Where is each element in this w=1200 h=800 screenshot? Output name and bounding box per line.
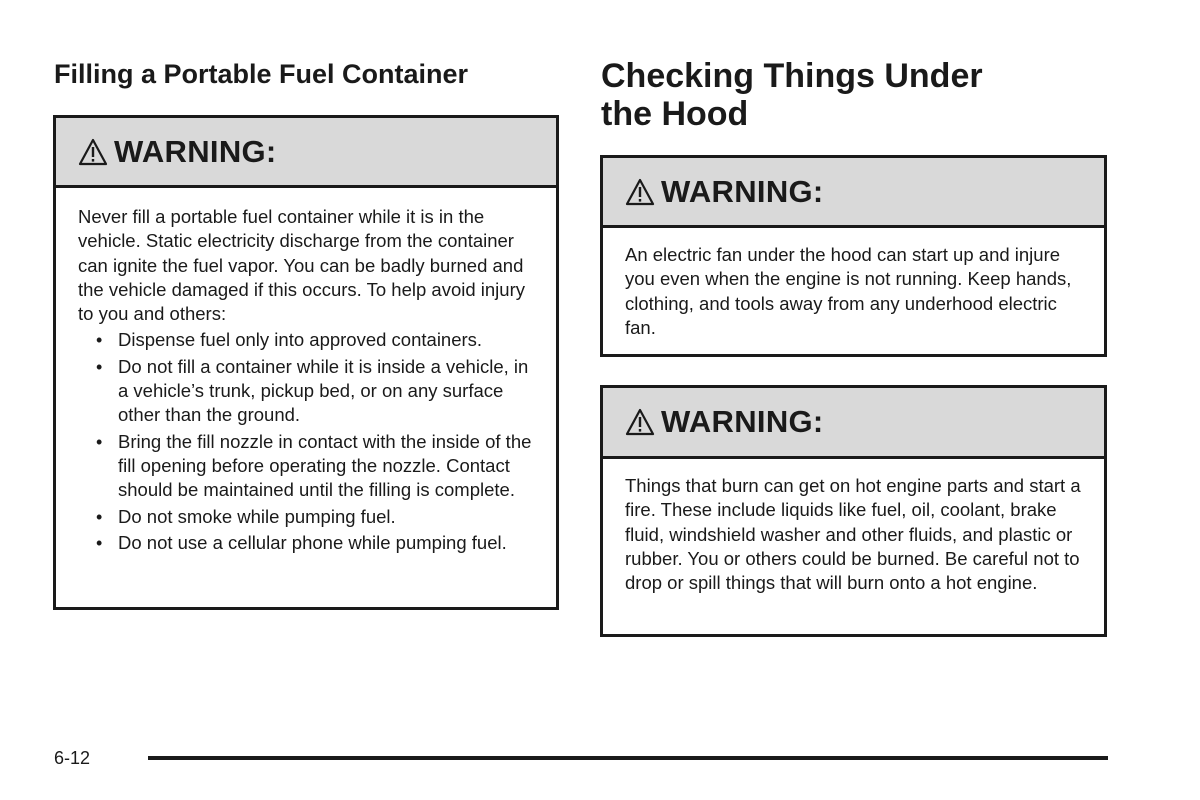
bullet-item: • Do not use a cellular phone while pumping fuel. bbox=[78, 531, 534, 555]
warning-text: An electric fan under the hood can start up and injure you even when the engine is not running. Keep hands, clothing, and tools away from any underhood electric fan. bbox=[625, 244, 1072, 338]
bullet-item: • Bring the fill nozzle in contact with the inside of the fill opening before operating the nozzle. Contact should be maintained until the filling is complete. bbox=[78, 430, 534, 503]
warning-bullet-list bbox=[78, 328, 534, 555]
warning-label: WARNING: bbox=[661, 404, 824, 439]
warning-header bbox=[56, 118, 556, 188]
warning-triangle-icon bbox=[625, 408, 655, 436]
bullet-item: • Do not smoke while pumping fuel. bbox=[78, 505, 534, 529]
section-heading-under-hood bbox=[601, 57, 1101, 133]
warning-triangle-icon bbox=[625, 178, 655, 206]
warning-box-hot-engine bbox=[600, 385, 1107, 637]
warning-label: WARNING: bbox=[661, 173, 824, 209]
bullet-item: • Dispense fuel only into approved containers. bbox=[78, 328, 534, 352]
warning-triangle-icon bbox=[78, 138, 108, 166]
warning-box-fuel-container bbox=[53, 115, 559, 610]
bullet-item: • Do not fill a container while it is inside a vehicle, in a vehicle’s trunk, pickup bed, or on any surface other than the ground. bbox=[78, 355, 534, 428]
warning-box-electric-fan bbox=[600, 155, 1107, 357]
heading-line-1: Checking Things Under bbox=[601, 57, 983, 95]
section-heading-portable-fuel: Filling a Portable Fuel Container bbox=[54, 59, 469, 89]
warning-body bbox=[603, 459, 1104, 595]
warning-label: WARNING: bbox=[114, 133, 277, 169]
warning-text: Things that burn can get on hot engine parts and start a fire. These include liquids like fuel, oil, coolant, brake fluid, windshield washer and other fluids, and plastic or rubber. You or others could be burned. Be careful not to drop or spill things that will burn onto a hot engine. bbox=[625, 475, 1081, 594]
heading-line-2: the Hood bbox=[601, 95, 749, 133]
warning-body bbox=[603, 228, 1104, 340]
warning-header bbox=[603, 388, 1104, 459]
page-number: 6-12 bbox=[54, 748, 91, 768]
warning-intro-text: Never fill a portable fuel container while it is in the vehicle. Static electricity discharge from the container can ignite the fuel vapor. You can be badly burned and the vehicle damaged if this occurs. To help avoid injury to you and others: bbox=[78, 206, 525, 325]
footer-rule bbox=[148, 756, 1108, 760]
warning-header bbox=[603, 158, 1104, 228]
warning-body bbox=[56, 188, 556, 555]
